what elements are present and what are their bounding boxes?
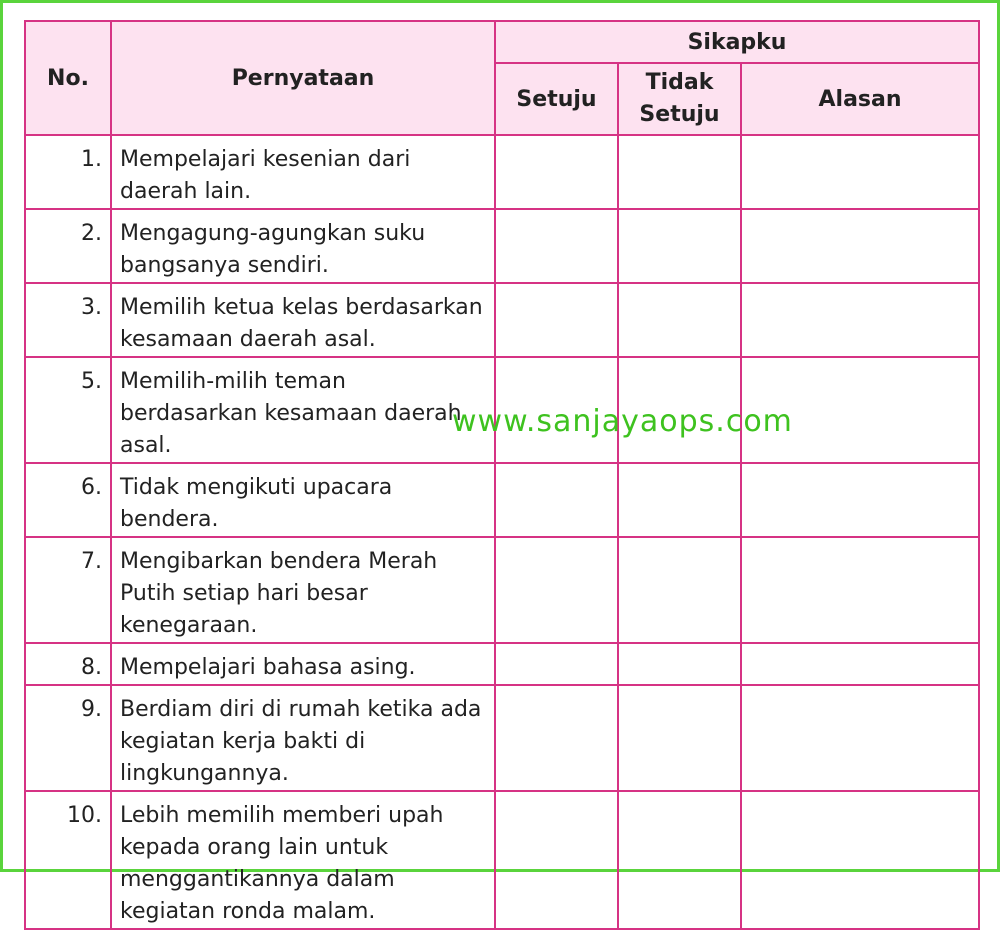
row-number: 6. (25, 463, 111, 537)
agree-cell[interactable] (495, 283, 618, 357)
watermark-text: www.sanjayaops.com (452, 404, 793, 439)
row-statement: Mempelajari bahasa asing. (111, 643, 495, 685)
agree-cell[interactable] (495, 685, 618, 791)
row-statement: Memilih-milih teman berdasarkan kesamaan daerah asal. (111, 357, 495, 463)
disagree-cell[interactable] (618, 643, 741, 685)
disagree-cell[interactable] (618, 463, 741, 537)
reason-cell[interactable] (741, 685, 979, 791)
reason-cell[interactable] (741, 463, 979, 537)
row-number: 8. (25, 643, 111, 685)
row-statement: Lebih memilih memberi upah kepada orang lain untuk menggantikannya dalam kegiatan ronda malam. (111, 791, 495, 929)
table-row (25, 209, 979, 283)
table-row (25, 283, 979, 357)
header-statement: Pernyataan (111, 21, 495, 135)
header-agree: Setuju (495, 63, 618, 135)
table-row (25, 643, 979, 685)
agree-cell[interactable] (495, 209, 618, 283)
row-number: 9. (25, 685, 111, 791)
agree-cell[interactable] (495, 643, 618, 685)
row-statement: Berdiam diri di rumah ketika ada kegiatan kerja bakti di lingkungannya. (111, 685, 495, 791)
row-number: 10. (25, 791, 111, 929)
agree-cell[interactable] (495, 135, 618, 209)
header-disagree: Tidak Setuju (618, 63, 741, 135)
table-row (25, 685, 979, 791)
header-no: No. (25, 21, 111, 135)
disagree-cell[interactable] (618, 791, 741, 929)
reason-cell[interactable] (741, 791, 979, 929)
agree-cell[interactable] (495, 791, 618, 929)
row-number: 1. (25, 135, 111, 209)
disagree-cell[interactable] (618, 685, 741, 791)
row-statement: Mengagung-agungkan suku bangsanya sendiri. (111, 209, 495, 283)
agree-cell[interactable] (495, 463, 618, 537)
row-number: 3. (25, 283, 111, 357)
row-statement: Memilih ketua kelas berdasarkan kesamaan daerah asal. (111, 283, 495, 357)
reason-cell[interactable] (741, 209, 979, 283)
disagree-cell[interactable] (618, 537, 741, 643)
table-row (25, 463, 979, 537)
table-row (25, 135, 979, 209)
disagree-cell[interactable] (618, 283, 741, 357)
row-number: 7. (25, 537, 111, 643)
agree-cell[interactable] (495, 537, 618, 643)
row-number: 2. (25, 209, 111, 283)
table-row (25, 791, 979, 929)
reason-cell[interactable] (741, 537, 979, 643)
reason-cell[interactable] (741, 135, 979, 209)
row-statement: Tidak mengikuti upacara bendera. (111, 463, 495, 537)
reason-cell[interactable] (741, 643, 979, 685)
attitude-table (24, 20, 980, 930)
disagree-cell[interactable] (618, 209, 741, 283)
row-statement: Mengibarkan bendera Merah Putih setiap hari besar kenegaraan. (111, 537, 495, 643)
row-statement: Mempelajari kesenian dari daerah lain. (111, 135, 495, 209)
reason-cell[interactable] (741, 283, 979, 357)
header-group-sikapku: Sikapku (495, 21, 979, 63)
row-number: 5. (25, 357, 111, 463)
header-reason: Alasan (741, 63, 979, 135)
disagree-cell[interactable] (618, 135, 741, 209)
table-row (25, 537, 979, 643)
